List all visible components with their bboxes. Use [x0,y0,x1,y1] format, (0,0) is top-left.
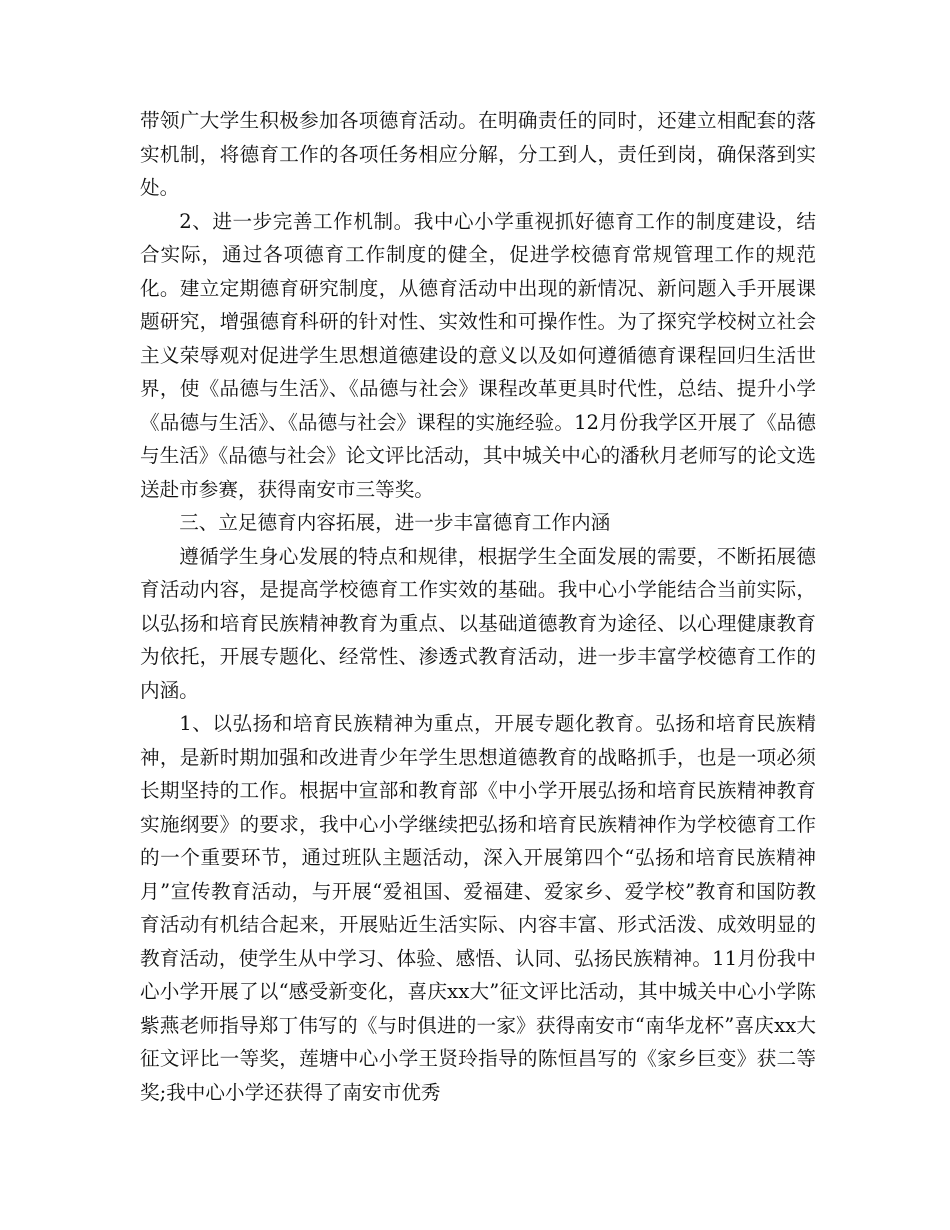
paragraph-work-mechanism: 2、进一步完善工作机制。我中心小学重视抓好德育工作的制度建设，结合实际，通过各项德育工作制度的健全，促进学校德育常规管理工作的规范化。建立定期德育研究制度，从德育活动中出现的新情况、新问题入手开展课题研究，增强德育科研的针对性、实效性和可操作性。为了探究学校树立社会主义荣辱观对促进学生思想道德建设的意义以及如何遵循德育课程回归生活世界，使《品德与生活》、《品德与社会》课程改革更具时代性，总结、提升小学《品德与生活》、《品德与社会》课程的实施经验。12月份我学区开展了《品德与生活》《品德与社会》论文评比活动，其中城关中心的潘秋月老师写的论文选送赴市参赛，获得南安市三等奖。 [140,209,816,501]
paragraph-content-expansion: 遵循学生身心发展的特点和规律，根据学生全面发展的需要，不断拓展德育活动内容，是提高学校德育工作实效的基础。我中心小学能结合当前实际，以弘扬和培育民族精神教育为重点、以基础道德教育为途径、以心理健康教育为依托，开展专题化、经常性、渗透式教育活动，进一步丰富学校德育工作的内涵。 [140,544,816,702]
section-heading-moral-education-content: 三、立足德育内容拓展，进一步丰富德育工作内涵 [179,511,611,534]
document-page [140,104,816,1109]
paragraph-responsibility-mechanism: 带领广大学生积极参加各项德育活动。在明确责任的同时，还建立相配套的落实机制，将德育工作的各项任务相应分解，分工到人，责任到岗，确保落到实处。 [140,109,816,199]
paragraph-national-spirit-education: 1、以弘扬和培育民族精神为重点，开展专题化教育。弘扬和培育民族精神，是新时期加强和改进青少年学生思想道德教育的战略抓手，也是一项必须长期坚持的工作。根据中宣部和教育部《中小学开展弘扬和培育民族精神教育实施纲要》的要求，我中心小学继续把弘扬和培育民族精神作为学校德育工作的一个重要环节，通过班队主题活动，深入开展第四个“弘扬和培育民族精神月”宣传教育活动，与开展“爱祖国、爱福建、爱家乡、爱学校”教育和国防教育活动有机结合起来，开展贴近生活实际、内容丰富、形式活泼、成效明显的教育活动，使学生从中学习、体验、感悟、认同、弘扬民族精神。11月份我中心小学开展了以“感受新变化，喜庆xx大”征文评比活动，其中城关中心小学陈紫燕老师指导郑丁伟写的《与时俱进的一家》获得南安市“南华龙杯”喜庆xx大征文评比一等奖，莲塘中心小学王贤玲指导的陈恒昌写的《家乡巨变》获二等奖;我中心小学还获得了南安市优秀 [140,712,816,1104]
